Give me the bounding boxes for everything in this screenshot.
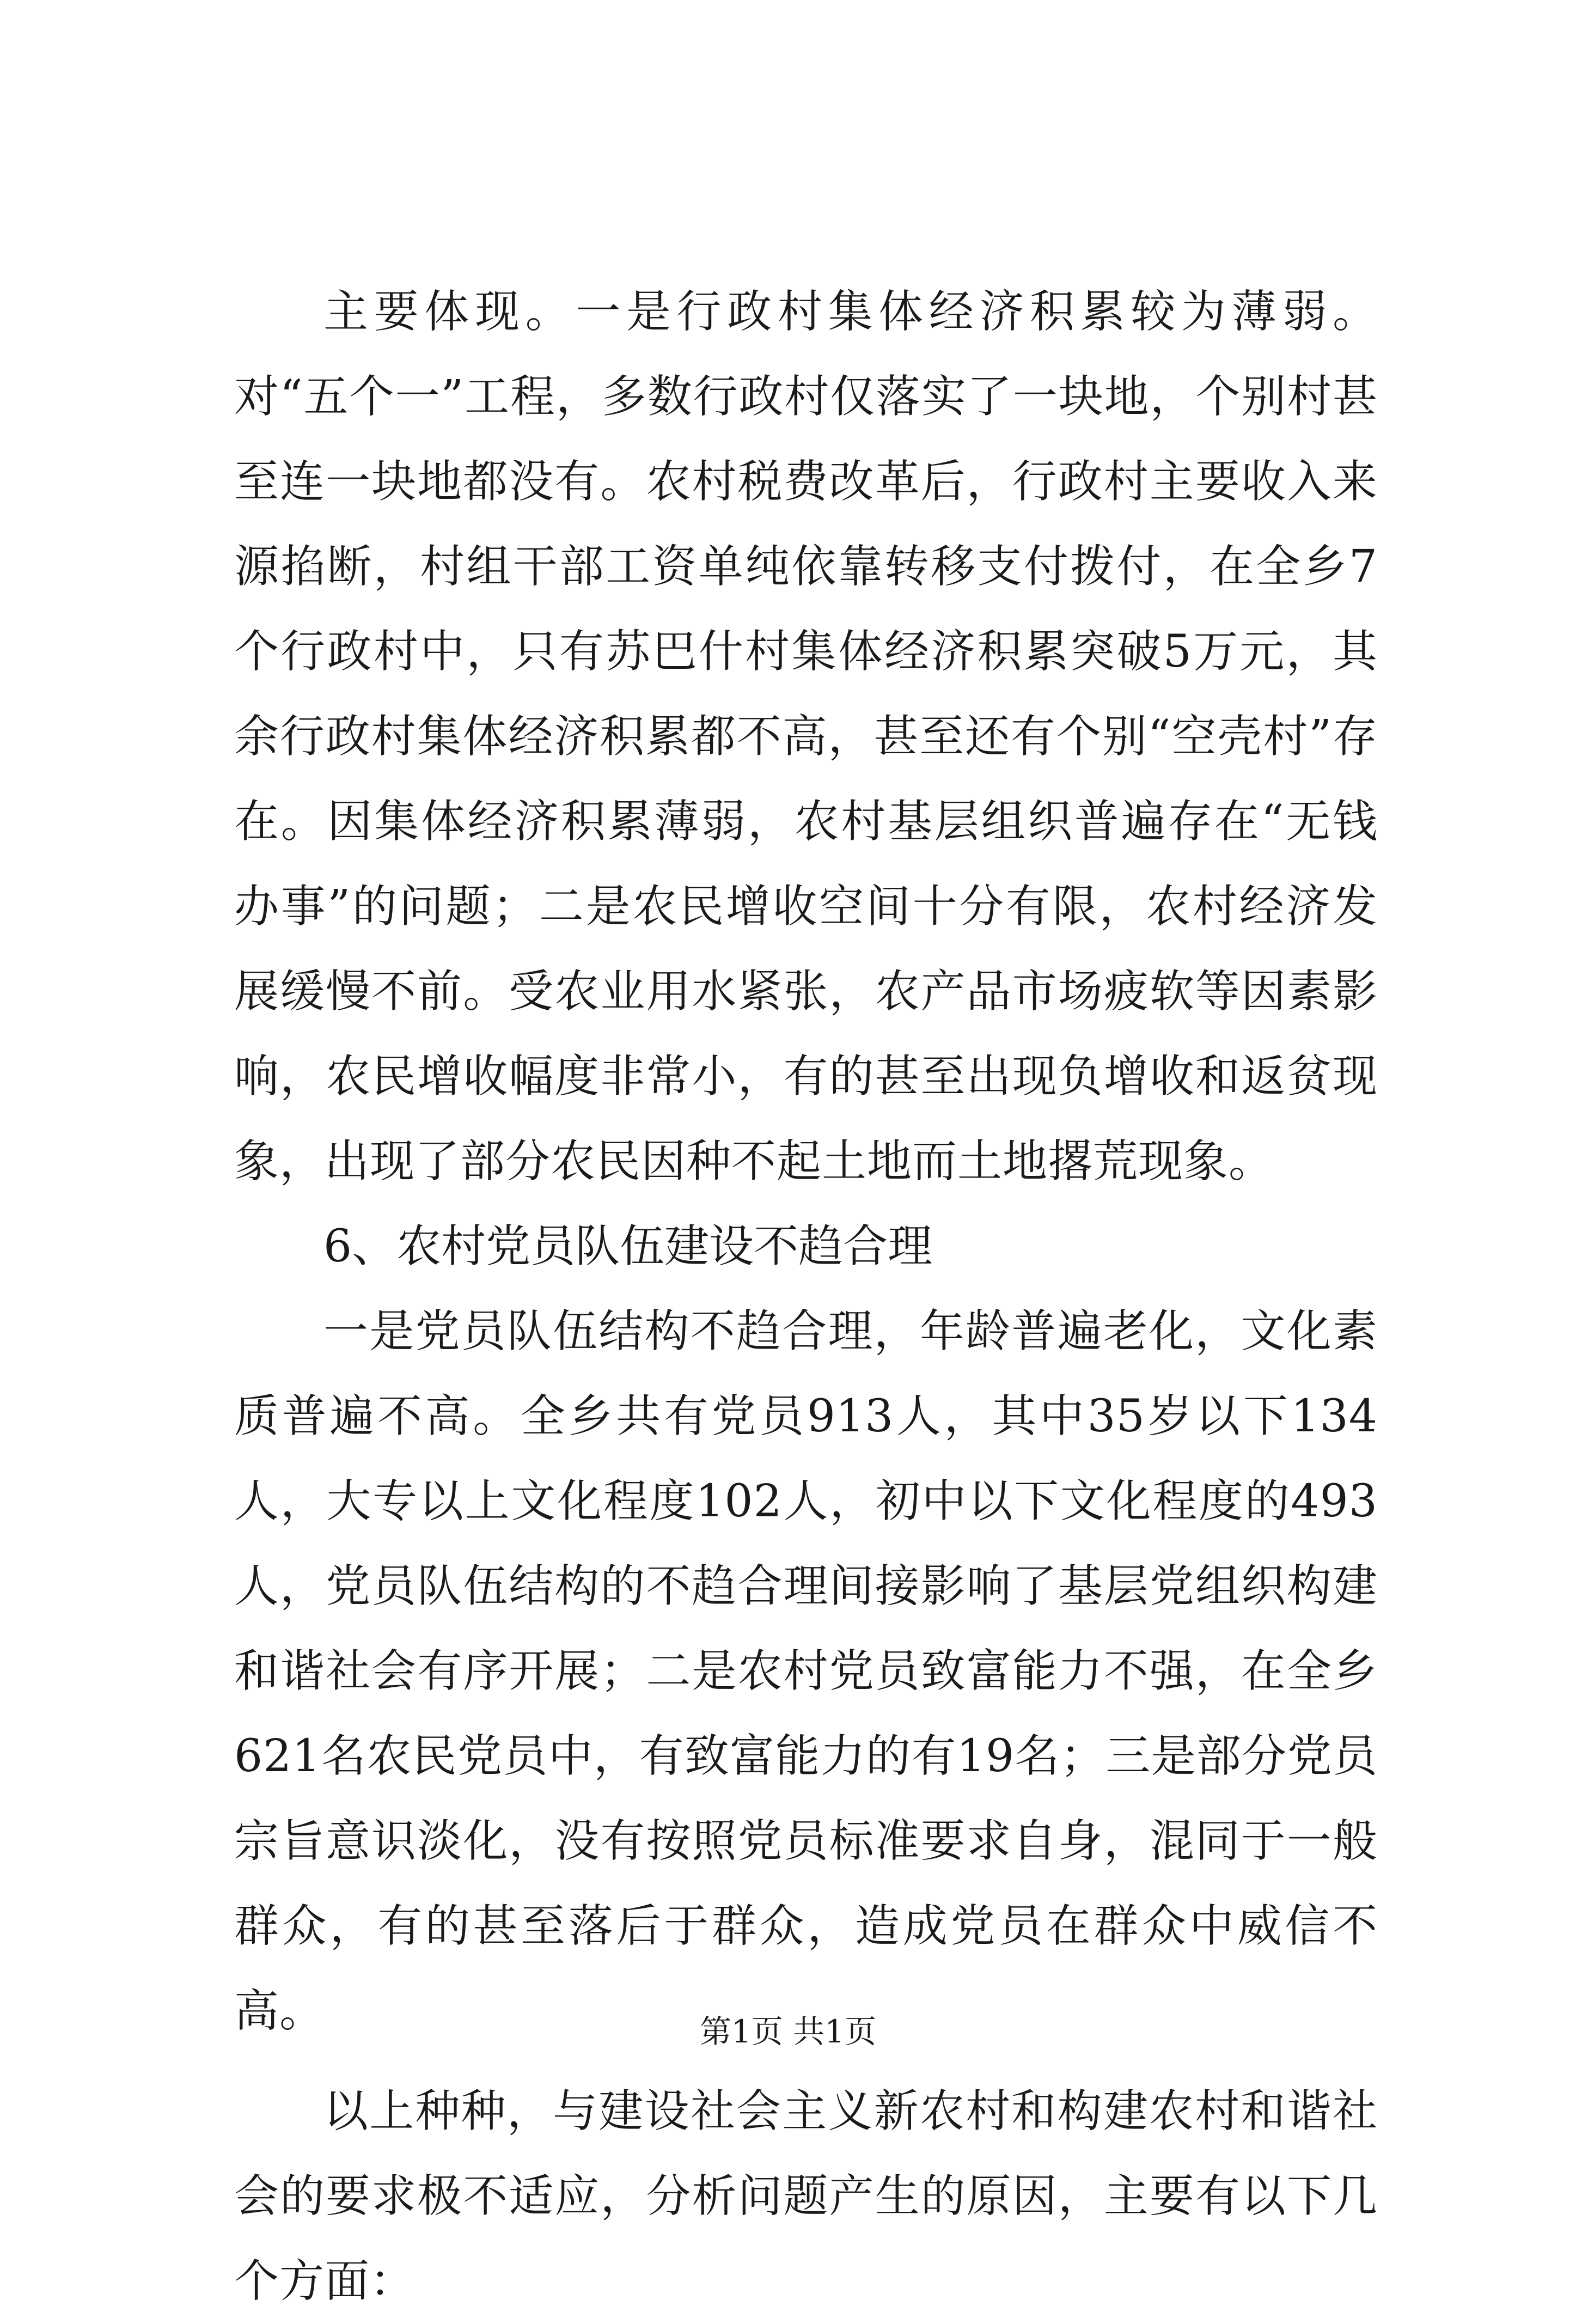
- paragraph-summary: 以上种种，与建设社会主义新农村和构建农村和谐社会的要求极不适应，分析问题产生的原因，主要有以下几个方面：: [234, 2085, 1378, 2307]
- paragraph-economy: 主要体现。一是行政村集体经济积累较为薄弱。对“五个一”工程，多数行政村仅落实了一块地，个别村甚至连一块地都没有。农村税费改革后，行政村主要收入来源掐断，村组干部工资单纯依靠转移支付拨付，在全乡7个行政村中，只有苏巴什村集体经济积累突破5万元，其余行政村集体经济积累都不高，甚至还有个别“空壳村”存在。因集体经济积累薄弱，农村基层组织普遍存在“无钱办事”的问题；二是农民增收空间十分有限，农村经济发展缓慢不前。受农业用水紧张，农产品市场疲软等因素影响，农民增收幅度非常小，有的甚至出现负增收和返贫现象，出现了部分农民因种不起土地而土地撂荒现象。: [234, 286, 1378, 1187]
- page-footer: 第1页 共1页: [699, 2013, 877, 2050]
- paragraph-party-members: 一是党员队伍结构不趋合理，年龄普遍老化，文化素质普遍不高。全乡共有党员913人，其中35岁以下134人，大专以上文化程度102人，初中以下文化程度的493人，党员队伍结构的不趋合理间接影响了基层党组织构建和谐社会有序开展；二是农村党员致富能力不强，在全乡621名农民党员中，有致富能力的有19名；三是部分党员宗旨意识淡化，没有按照党员标准要求自身，混同于一般群众，有的甚至落后于群众，造成党员在群众中威信不高。: [234, 1306, 1378, 2037]
- section-heading-party-members: 6、农村党员队伍建设不趋合理: [323, 1221, 933, 1272]
- paragraph-gap: [234, 2054, 1378, 2069]
